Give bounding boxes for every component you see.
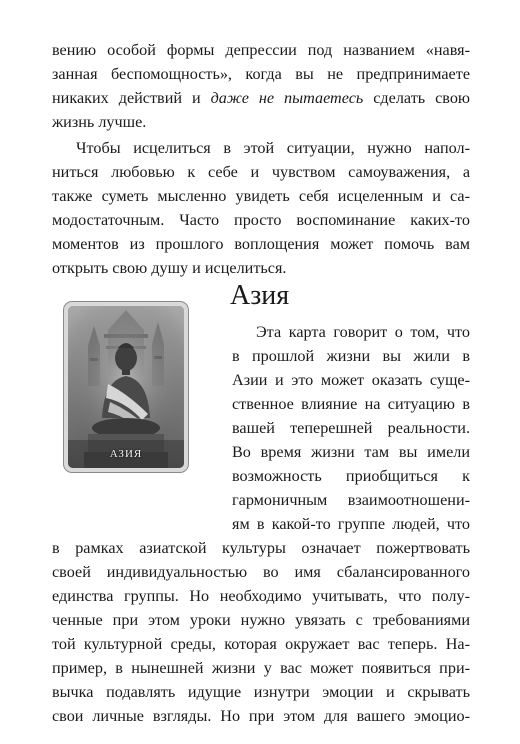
- section-heading: Азия: [230, 280, 290, 311]
- buddha-statue-illustration: [68, 306, 184, 468]
- text-line: вению особой формы депрессии под названием «навя-: [52, 41, 470, 59]
- text-fragment: никаких действий и: [52, 89, 211, 107]
- text-line: жизнь лучше.: [52, 113, 147, 131]
- text-line: Во время жизни там вы имели: [232, 443, 470, 461]
- text-line: вашей теперешней реальности.: [232, 419, 470, 437]
- text-line: Чтобы исцелиться в этой ситуации, нужно напол-: [76, 139, 470, 157]
- text-line: возможность приобщиться к: [232, 467, 470, 485]
- text-line: моментов из прошлого воплощения может помочь вам: [52, 235, 470, 253]
- text-line: открыть свою душу и исцелиться.: [52, 259, 287, 277]
- text-line: модостаточным. Часто просто воспоминание каких-то: [52, 211, 470, 229]
- card-artwork: [68, 306, 184, 468]
- text-line: гармоничным взаимоотношени-: [232, 491, 470, 509]
- text-line: Эта карта говорит о том, что: [256, 323, 470, 341]
- text-line: вычка подавлять идущие изнутри эмоции и скрывать: [52, 683, 470, 701]
- text-line: своей индивидуальностью во имя сбалансированного: [52, 563, 470, 581]
- text-line: той культурной среды, которая окружает вас теперь. На-: [52, 635, 470, 653]
- text-line: в прошлой жизни вы жили в: [232, 347, 470, 365]
- text-line: свои личные взгляды. Но при этом для вашего эмоцио-: [52, 707, 470, 725]
- text-line: единства группы. Но необходимо учитывать, что полу-: [52, 587, 470, 605]
- text-line: также суметь мысленно увидеть себя исцеленным и са-: [52, 187, 470, 205]
- text-line: Азии и это может оказать суще-: [232, 371, 470, 389]
- text-line: ям в какой-то группе людей, что: [232, 515, 470, 533]
- text-line: ниться любовью к себе и чувством самоуважения, а: [52, 163, 470, 181]
- text-fragment: сделать свою: [363, 89, 471, 107]
- card-title: АЗИЯ: [109, 448, 143, 460]
- text-line: ченные при этом уроки нужно увязать с требованиями: [52, 611, 470, 629]
- text-line: ственное влияние на ситуацию в: [232, 395, 470, 413]
- text-line: занная беспомощность», когда вы не предпринимаете: [52, 65, 470, 83]
- text-line: [52, 86, 470, 110]
- asia-card-image: [64, 302, 188, 472]
- italic-phrase: даже не пытаетесь: [210, 89, 364, 107]
- text-line: в рамках азиатской культуры означает пожертвовать: [52, 539, 470, 557]
- text-line: пример, в нынешней жизни у вас может появиться при-: [52, 659, 470, 677]
